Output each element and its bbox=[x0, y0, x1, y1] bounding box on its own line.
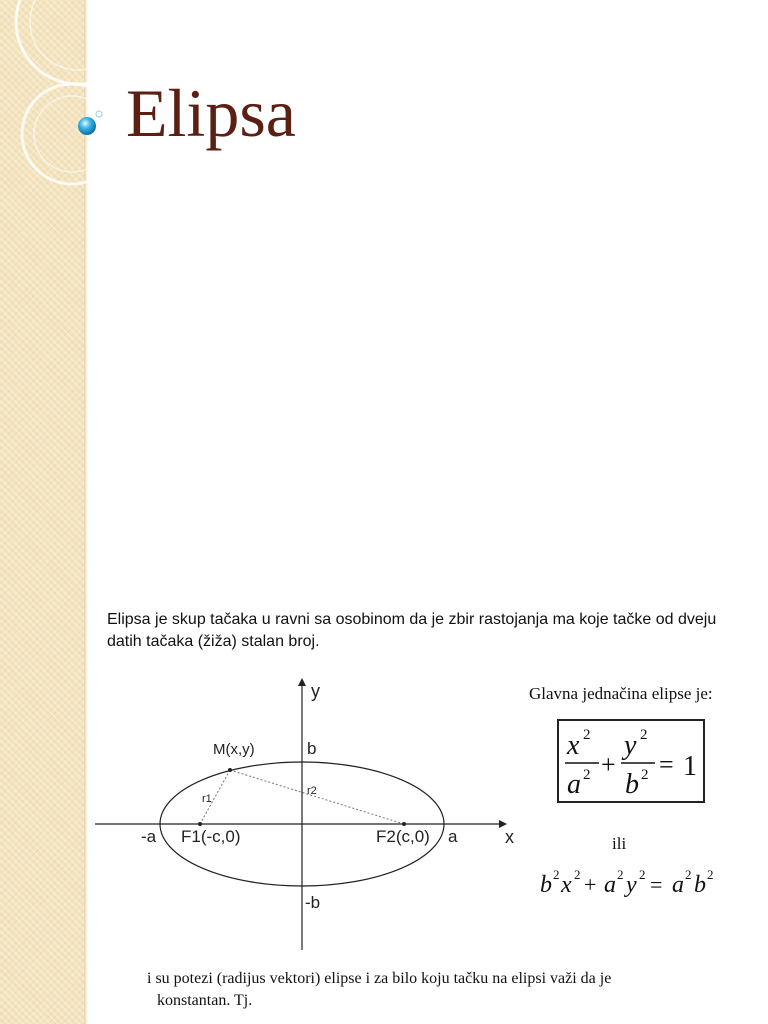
svg-text:b: b bbox=[625, 769, 639, 800]
focus-1-dot bbox=[198, 822, 202, 826]
equation-caption: Glavna jednačina elipse je: bbox=[529, 684, 713, 703]
label-f2: F2(c,0) bbox=[376, 827, 430, 846]
definition-text: Elipsa je skup tačaka u ravni sa osobinom da je zbir rastojanja ma koje tačke od dveju datih tačaka (žiža) stalan broj. bbox=[107, 611, 717, 650]
label-r2: r2 bbox=[307, 785, 317, 797]
label-r1: r1 bbox=[202, 793, 212, 805]
svg-text:2: 2 bbox=[641, 767, 649, 783]
svg-text:2: 2 bbox=[583, 727, 591, 743]
svg-text:b: b bbox=[694, 872, 706, 898]
focus-2-dot bbox=[402, 822, 406, 826]
label-f1: F1(-c,0) bbox=[181, 827, 241, 846]
svg-text:y: y bbox=[626, 872, 637, 898]
svg-text:=: = bbox=[659, 750, 674, 779]
svg-text:2: 2 bbox=[553, 867, 560, 882]
label-a: a bbox=[448, 827, 458, 846]
or-label: ili bbox=[612, 834, 627, 853]
canonical-equation bbox=[559, 721, 703, 801]
svg-text:+: + bbox=[601, 750, 616, 779]
small-bead-icon bbox=[96, 111, 102, 117]
ellipse-diagram bbox=[95, 670, 525, 955]
svg-text:a: a bbox=[567, 769, 581, 800]
svg-text:2: 2 bbox=[617, 867, 624, 882]
svg-text:=: = bbox=[650, 872, 663, 897]
svg-text:2: 2 bbox=[583, 767, 591, 783]
svg-text:+: + bbox=[584, 872, 597, 897]
label-b: b bbox=[307, 739, 317, 758]
svg-text:2: 2 bbox=[639, 867, 646, 882]
svg-text:a: a bbox=[604, 872, 616, 898]
alternate-equation bbox=[538, 864, 738, 904]
slide-title: Elipsa bbox=[126, 75, 296, 151]
svg-text:1: 1 bbox=[683, 751, 697, 782]
radius-r2 bbox=[230, 770, 404, 824]
svg-text:x: x bbox=[567, 730, 580, 761]
label-m: M(x,y) bbox=[213, 741, 255, 758]
svg-text:2: 2 bbox=[685, 867, 692, 882]
svg-text:2: 2 bbox=[707, 867, 714, 882]
svg-text:x: x bbox=[561, 872, 572, 898]
decorative-circles bbox=[0, 0, 140, 200]
label-x: x bbox=[505, 827, 514, 847]
svg-text:y: y bbox=[624, 730, 637, 761]
footer-line-1: i su potezi (radijus vektori) elipse i za bilo koju tačku na elipsi važi da je bbox=[147, 970, 612, 987]
blue-bead-icon bbox=[78, 117, 96, 135]
label-neg-b: -b bbox=[305, 893, 321, 912]
canonical-equation-box bbox=[557, 719, 705, 803]
footer-line-2: konstantan. Tj. bbox=[157, 992, 253, 1009]
svg-text:a: a bbox=[672, 872, 684, 898]
svg-text:2: 2 bbox=[574, 867, 581, 882]
svg-text:2: 2 bbox=[640, 727, 648, 743]
svg-text:b: b bbox=[540, 872, 552, 898]
point-m bbox=[228, 768, 232, 772]
label-y: y bbox=[311, 681, 320, 701]
label-neg-a: -a bbox=[141, 827, 157, 846]
footer-text bbox=[147, 968, 747, 1012]
